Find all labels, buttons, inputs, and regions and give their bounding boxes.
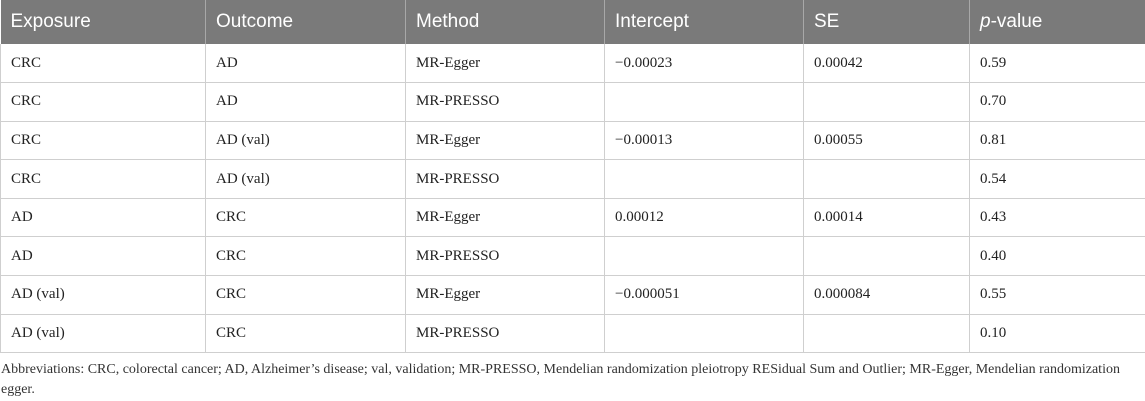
table-row [1, 44, 1145, 83]
cell-method: MR-Egger [406, 44, 605, 83]
cell-se [804, 314, 970, 353]
table-row [1, 198, 1145, 237]
cell-intercept: −0.00023 [605, 44, 804, 83]
cell-method: MR-PRESSO [406, 314, 605, 353]
cell-se [804, 237, 970, 276]
cell-outcome: CRC [206, 276, 406, 315]
cell-se [804, 83, 970, 122]
cell-intercept [605, 314, 804, 353]
cell-se: 0.00014 [804, 198, 970, 237]
cell-method: MR-Egger [406, 121, 605, 160]
table-row [1, 121, 1145, 160]
cell-intercept: 0.00012 [605, 198, 804, 237]
cell-p-value: 0.54 [970, 160, 1145, 199]
table-footnote: Abbreviations: CRC, colorectal cancer; AD, Alzheimer’s disease; val, validation; MR-PRESSO, Mendelian randomization pleiotropy RESidual Sum and Outlier; MR-Egger, Mendelian randomization egger. [1, 362, 1120, 397]
cell-exposure: AD [1, 237, 206, 276]
cell-exposure: CRC [1, 121, 206, 160]
cell-outcome: CRC [206, 198, 406, 237]
table-row [1, 83, 1145, 122]
cell-method: MR-Egger [406, 276, 605, 315]
cell-p-value: 0.40 [970, 237, 1145, 276]
header-p-italic: p [980, 11, 991, 32]
header-outcome: Outcome [206, 0, 406, 44]
cell-se: 0.00055 [804, 121, 970, 160]
cell-intercept [605, 160, 804, 199]
cell-p-value: 0.55 [970, 276, 1145, 315]
header-exposure: Exposure [10, 11, 91, 32]
cell-method: MR-PRESSO [406, 83, 605, 122]
cell-se [804, 160, 970, 199]
cell-p-value: 0.70 [970, 83, 1145, 122]
cell-outcome: CRC [206, 237, 406, 276]
cell-intercept: −0.00013 [605, 121, 804, 160]
cell-intercept [605, 237, 804, 276]
cell-p-value: 0.10 [970, 314, 1145, 353]
cell-outcome: AD [206, 44, 406, 83]
cell-exposure: AD (val) [1, 314, 206, 353]
cell-outcome: AD (val) [206, 160, 406, 199]
cell-exposure: CRC [1, 160, 206, 199]
cell-method: MR-Egger [406, 198, 605, 237]
table-row [1, 160, 1145, 199]
cell-outcome: AD (val) [206, 121, 406, 160]
cell-exposure: AD (val) [1, 276, 206, 315]
table-row [1, 314, 1145, 353]
cell-exposure: AD [1, 198, 206, 237]
table-row [1, 237, 1145, 276]
cell-exposure: CRC [1, 44, 206, 83]
header-intercept: Intercept [605, 0, 804, 44]
cell-outcome: CRC [206, 314, 406, 353]
table-header-row [1, 0, 1145, 44]
cell-se: 0.00042 [804, 44, 970, 83]
cell-p-value: 0.81 [970, 121, 1145, 160]
cell-p-value: 0.43 [970, 198, 1145, 237]
cell-method: MR-PRESSO [406, 160, 605, 199]
table-row [1, 276, 1145, 315]
cell-exposure: CRC [1, 83, 206, 122]
table-body [1, 44, 1145, 353]
header-p-value [970, 0, 1145, 44]
header-p-suffix: -value [990, 11, 1043, 32]
cell-p-value: 0.59 [970, 44, 1145, 83]
cell-method: MR-PRESSO [406, 237, 605, 276]
cell-intercept: −0.000051 [605, 276, 804, 315]
cell-intercept [605, 83, 804, 122]
cell-outcome: AD [206, 83, 406, 122]
header-se: SE [804, 0, 970, 44]
cell-se: 0.000084 [804, 276, 970, 315]
header-method: Method [406, 0, 605, 44]
